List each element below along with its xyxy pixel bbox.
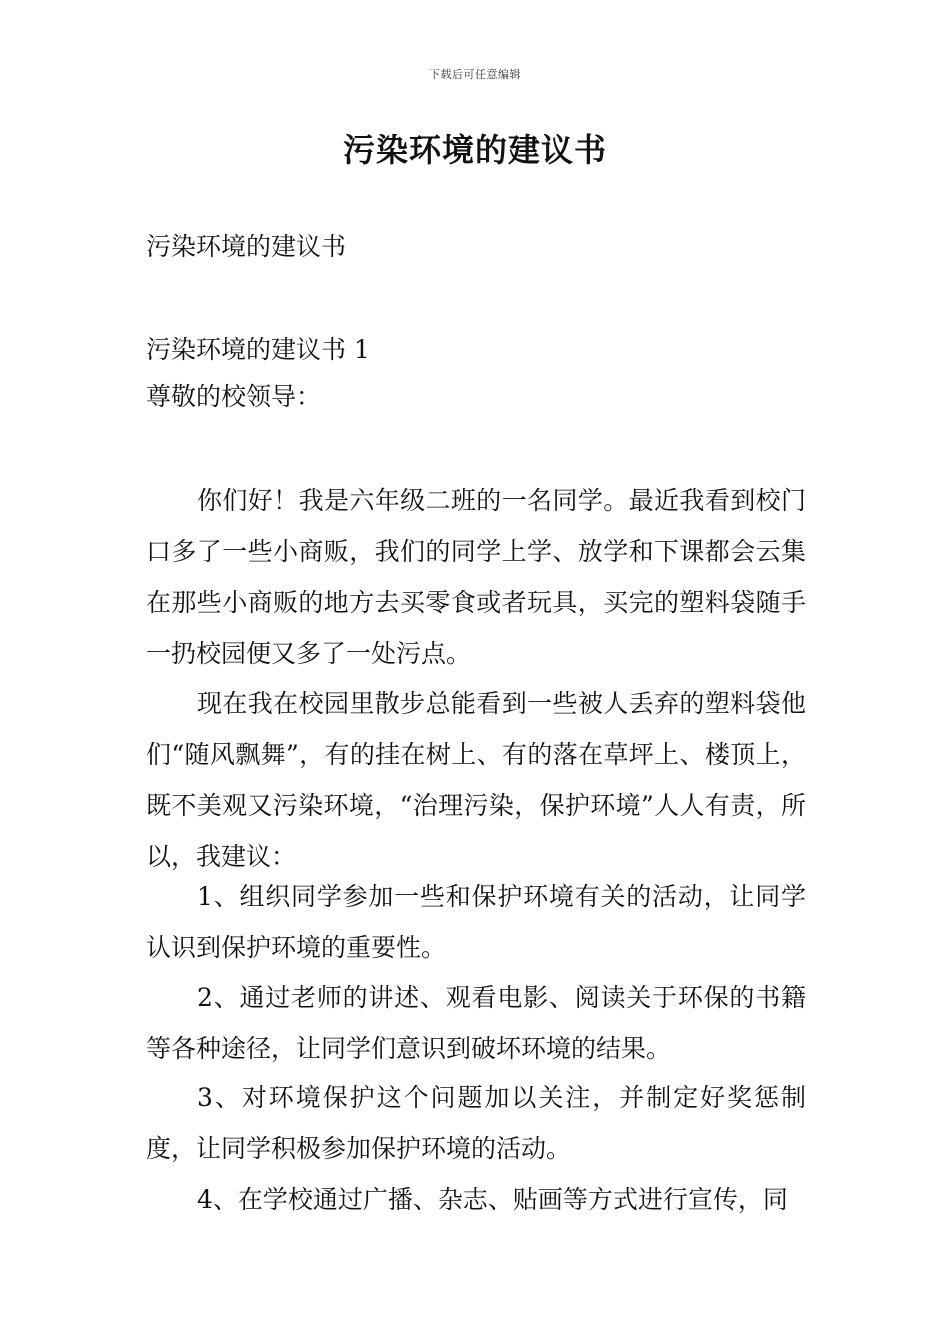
suggestion-item-3: 3、对环境保护这个问题加以关注，并制定好奖惩制度，让同学积极参加保护环境的活动。: [146, 1083, 806, 1163]
salutation: 尊敬的校领导：: [146, 382, 322, 411]
paragraph-intro: 你们好！我是六年级二班的一名同学。最近我看到校门口多了一些小商贩，我们的同学上学、放学和下课都会云集在那些小商贩的地方去买零食或者玩具，买完的塑料袋随手一扔校园便又多了一处污点。: [146, 486, 806, 668]
suggestion-item-1: 1、组织同学参加一些和保护环境有关的活动，让同学认识到保护环境的重要性。: [146, 882, 806, 962]
suggestion-item-4: 4、在学校通过广播、杂志、贴画等方式进行宣传，同: [197, 1185, 788, 1214]
document-title: 污染环境的建议书: [342, 131, 607, 169]
paragraph-observation: 现在我在校园里散步总能看到一些被人丢弃的塑料袋他们“随风飘舞”，有的挂在树上、有的落在草坪上、楼顶上，既不美观又污染环境，“治理污染，保护环境”人人有责，所以，我建议：: [146, 689, 806, 871]
header-note: 下载后可任意编辑: [429, 68, 521, 81]
section-heading: 污染环境的建议书 1: [146, 335, 370, 364]
document-subtitle: 污染环境的建议书: [146, 232, 347, 261]
suggestion-item-2: 2、通过老师的讲述、观看电影、阅读关于环保的书籍等各种途径，让同学们意识到破坏环境的结果。: [146, 983, 806, 1063]
